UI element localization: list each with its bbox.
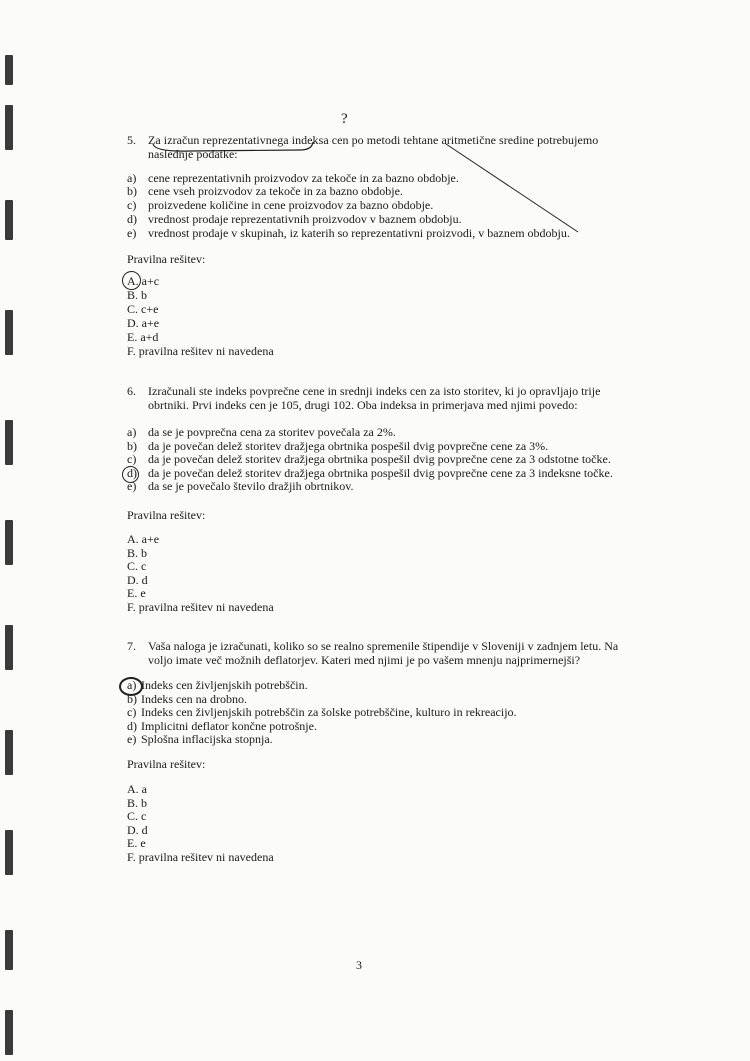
answer-d: D. d xyxy=(127,822,148,837)
q5-solution-label: Pravilna rešitev: xyxy=(127,252,206,266)
binding-mark xyxy=(5,520,13,565)
binding-mark xyxy=(5,310,13,355)
binding-mark xyxy=(5,55,13,85)
binding-mark xyxy=(5,420,13,465)
binding-mark xyxy=(5,830,13,875)
answer-b: B. b xyxy=(127,545,148,560)
answer-d: D. a+e xyxy=(127,316,160,330)
answer-b: B. b xyxy=(127,795,148,810)
option-d: d) da je povečan delež storitev dražjega obrtnika pospešil dvig povprečne cene za 3 indeksne točke. xyxy=(127,465,613,480)
option-e: e) Splošna inflacijska stopnja. xyxy=(127,732,273,746)
option-a: a) da se je povprečna cena za storitev povečala za 2%. xyxy=(127,425,396,439)
answer-c: C. c xyxy=(127,809,147,823)
q6-text-line1: Izračunali ste indeks povprečne cene in srednji indeks cen za isto storitev, ki jo opravljajo trije xyxy=(148,384,601,398)
q6-solution-label: Pravilna rešitev: xyxy=(127,508,206,522)
option-c: c) da je povečan delež storitev dražjega obrtnika pospešil dvig povprečne cene za 3 odstotne točke. xyxy=(127,452,611,466)
option-e: e) da se je povečalo število dražjih obrtnikov. xyxy=(127,479,354,493)
answer-list xyxy=(127,274,274,358)
option-d: d) Implicitni deflator končne potrošnje. xyxy=(127,718,317,733)
answer-a: A. a+e xyxy=(127,532,160,546)
option-c: c) proizvedene količine in cene proizvodov za bazno obdobje. xyxy=(127,198,434,212)
option-a: a) cene reprezentativnih proizvodov za tekoče in za bazno obdobje. xyxy=(127,171,459,185)
option-a: a) Indeks cen življenjskih potrebščin. xyxy=(127,678,308,692)
q6-text-line2: obrtniki. Prvi indeks cen je 105, drugi 102. Oba indeksa in primerjava med njimi povedo: xyxy=(148,398,578,412)
answer-e: E. e xyxy=(127,586,146,600)
handwritten-circle xyxy=(119,677,143,696)
answer-a: A. a xyxy=(127,782,147,796)
q7-solution-label: Pravilna rešitev: xyxy=(127,757,206,771)
q7-text-line1: Vaša naloga je izračunati, koliko so se realno spremenile štipendije v Sloveniji v zadnjem letu. Na xyxy=(148,639,619,653)
q5-text-line2: naslednje podatke: xyxy=(148,147,238,161)
binding-mark xyxy=(5,730,13,775)
binding-mark xyxy=(5,105,13,150)
option-list xyxy=(127,171,570,240)
q7-number: 7. xyxy=(127,639,136,653)
answer-f: F. pravilna rešitev ni navedena xyxy=(127,849,274,864)
option-c: c) Indeks cen življenjskih potrebščin za šolske potrebščine, kulturo in rekreacijo. xyxy=(127,705,517,719)
answer-a: A. a+c xyxy=(127,274,160,288)
handwritten-circle xyxy=(122,271,141,290)
answer-b: B. b xyxy=(127,288,148,302)
answer-e: E. a+d xyxy=(127,330,159,344)
option-list xyxy=(127,426,613,494)
q5-number: 5. xyxy=(127,133,136,147)
binding-mark xyxy=(5,200,13,240)
option-b: b) da je povečan delež storitev dražjega obrtnika pospešil dvig povprečne cene za 3%. xyxy=(127,438,549,453)
answer-c: C. c+e xyxy=(127,302,159,316)
binding-mark xyxy=(5,1010,13,1055)
answer-d: D. d xyxy=(127,572,148,587)
q7-text-line2: voljo imate več možnih deflatorjev. Kateri med njimi je po vašem mnenju najprimernejši? xyxy=(148,653,581,667)
page-number: 3 xyxy=(356,958,362,972)
answer-list xyxy=(127,783,274,864)
option-list xyxy=(127,679,517,747)
option-d: d) vrednost prodaje reprezentativnih proizvodov v baznem obdobju. xyxy=(127,212,462,226)
handwritten-circle xyxy=(122,466,139,483)
q6-number: 6. xyxy=(127,384,136,398)
answer-f: F. pravilna rešitev ni navedena xyxy=(127,344,274,358)
handwritten-question-mark: ? xyxy=(341,111,348,127)
answer-list xyxy=(127,533,274,614)
option-b: b) Indeks cen na drobno. xyxy=(127,691,247,706)
option-e: e) vrednost prodaje v skupinah, iz katerih so reprezentativni proizvodi, v baznem obdobju. xyxy=(127,226,570,240)
option-b: b) cene vseh proizvodov za tekoče in za bazno obdobje. xyxy=(127,184,403,198)
answer-c: C. c xyxy=(127,559,147,573)
answer-f: F. pravilna rešitev ni navedena xyxy=(127,599,274,614)
binding-mark xyxy=(5,625,13,670)
binding-mark xyxy=(5,930,13,970)
q5-text-line1: Za izračun reprezentativnega indeksa cen po metodi tehtane aritmetične sredine potrebujemo xyxy=(148,133,599,147)
answer-e: E. e xyxy=(127,836,146,850)
